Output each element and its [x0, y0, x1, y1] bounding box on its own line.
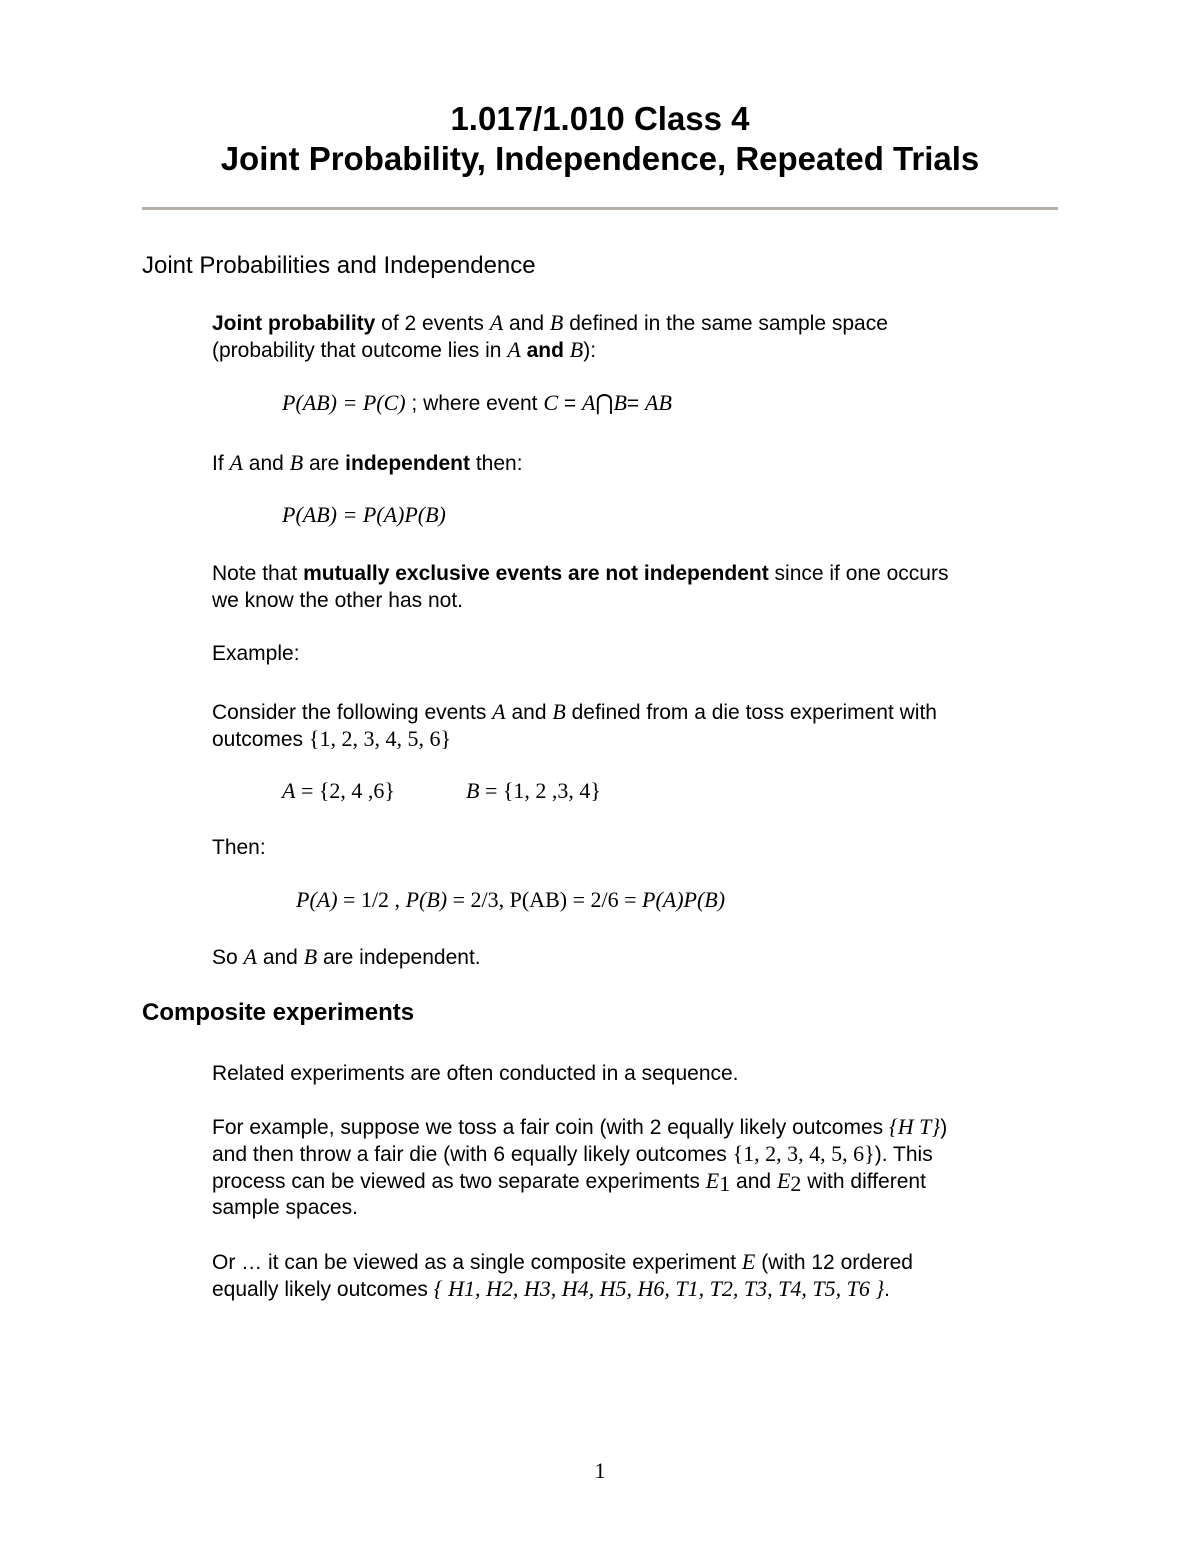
text: equally likely outcomes: [212, 1278, 434, 1301]
text: Consider the following events: [212, 701, 493, 724]
composite-para-1: Related experiments are often conducted in a sequence.: [212, 1062, 739, 1085]
text: since if one occurs: [768, 562, 949, 585]
text: Note that: [212, 562, 304, 585]
text: are: [303, 452, 346, 475]
page-number: 1: [594, 1458, 606, 1483]
text: Or … it can be viewed as a single composite experiment: [212, 1251, 742, 1274]
title-divider: [142, 207, 1058, 210]
text: and: [505, 701, 553, 724]
prob-b: P(B): [405, 887, 448, 912]
set-a-values: = {2, 4 ,6}: [295, 778, 395, 803]
subscript-1: 1: [719, 1171, 731, 1196]
definition-text: ):: [583, 339, 597, 362]
definition-and: and: [526, 339, 564, 362]
equation-set-b: [466, 778, 601, 804]
text: defined from a die toss experiment with: [565, 701, 937, 724]
definition-text: of 2 events: [375, 312, 490, 335]
equation-independence: P(AB) = P(A)P(B): [282, 502, 446, 527]
equation-joint-probability: [282, 390, 672, 417]
equals: =: [558, 392, 582, 415]
var-e: E: [741, 1249, 756, 1274]
var-e: E: [705, 1168, 720, 1193]
composite-para-2-line-2: [212, 1140, 933, 1168]
var-a: A: [492, 699, 506, 724]
consider-line-1: [212, 698, 937, 726]
prob-product: P(A)P(B): [642, 887, 726, 912]
set-b-values: = {1, 2 ,3, 4}: [479, 778, 601, 803]
example-label: Example:: [212, 642, 300, 665]
conclusion: [212, 943, 481, 971]
definition-line-1: [212, 309, 888, 337]
var-a: A: [282, 778, 296, 803]
text: and: [730, 1170, 777, 1193]
title-line-1: 1.017/1.010 Class 4: [450, 100, 750, 137]
note-line-2: we know the other has not.: [212, 589, 463, 612]
definition-text: and: [503, 312, 550, 335]
definition-line-2: [212, 336, 596, 364]
var-ab: AB: [645, 390, 672, 415]
var-b: B: [289, 450, 304, 475]
then-label: Then:: [212, 836, 266, 859]
die-outcome-set: {1, 2, 3, 4, 5, 6}: [732, 1141, 875, 1166]
text: process can be viewed as two separate experiments: [212, 1170, 706, 1193]
composite-outcome-set: { H1, H2, H3, H4, H5, H6, T1, T2, T3, T4, T5, T6 }: [433, 1276, 885, 1301]
independent-term: independent: [345, 452, 471, 475]
definition-text: defined in the same sample space: [563, 312, 888, 335]
text: For example, suppose we toss a fair coin (with 2 equally likely outcomes: [212, 1116, 889, 1139]
var-c: C: [543, 390, 559, 415]
definition-term: Joint probability: [212, 312, 376, 335]
text: are independent.: [317, 946, 481, 969]
consider-line-2: [212, 725, 451, 753]
composite-para-3-line-2: [212, 1275, 890, 1303]
var-e: E: [776, 1168, 791, 1193]
text: then:: [470, 452, 523, 475]
note-line-1: [212, 560, 948, 587]
var-b: B: [569, 337, 584, 362]
var-a: A: [507, 337, 521, 362]
var-a: A: [229, 450, 243, 475]
prob-value: = 1/2 ,: [337, 887, 406, 912]
text: with different: [801, 1170, 926, 1193]
equation-lhs: P(AB) = P(C): [282, 390, 406, 415]
var-b: B: [552, 699, 566, 724]
equation-separator: ; where event: [405, 392, 544, 415]
section-heading-joint-probabilities: Joint Probabilities and Independence: [142, 252, 536, 279]
prob-ab: P(AB): [509, 887, 568, 912]
var-a: A: [581, 390, 596, 415]
text: If: [212, 452, 230, 475]
prob-value: = 2/6 =: [567, 887, 643, 912]
outcome-set: {1, 2, 3, 4, 5, 6}: [308, 726, 452, 751]
text: .: [884, 1278, 890, 1301]
equation-probabilities: [296, 887, 725, 913]
text: So: [212, 946, 244, 969]
var-a: A: [489, 310, 504, 335]
var-a: A: [243, 944, 257, 969]
equals: =: [626, 392, 646, 415]
composite-para-3-line-1: [212, 1248, 913, 1276]
text: ): [940, 1116, 948, 1139]
prob-a: P(A): [296, 887, 338, 912]
coin-outcome-set: {H T}: [888, 1114, 941, 1139]
var-b: B: [303, 944, 318, 969]
composite-para-2-line-4: sample spaces.: [212, 1196, 358, 1219]
var-b: B: [466, 778, 480, 803]
subscript-2: 2: [790, 1171, 802, 1196]
text: ). This: [874, 1143, 933, 1166]
composite-para-2-line-1: [212, 1113, 947, 1141]
section-heading-composite-experiments: Composite experiments: [142, 999, 415, 1026]
var-b: B: [549, 310, 564, 335]
text: and: [256, 946, 304, 969]
definition-text: (probability that outcome lies in: [212, 339, 508, 362]
text: and then throw a fair die (with 6 equally likely outcomes: [212, 1143, 733, 1166]
composite-para-2-line-3: [212, 1167, 926, 1197]
note-emphasis: mutually exclusive events are not independent: [303, 562, 769, 585]
var-b: B: [613, 390, 627, 415]
prob-value: = 2/3,: [447, 887, 510, 912]
title-line-2: Joint Probability, Independence, Repeated Trials: [220, 140, 980, 177]
equation-set-a: [282, 778, 395, 804]
intersection-symbol: ⋂: [595, 390, 614, 415]
independence-statement: [212, 449, 523, 477]
text: outcomes: [212, 728, 309, 751]
text: (with 12 ordered: [755, 1251, 913, 1274]
text: and: [242, 452, 290, 475]
